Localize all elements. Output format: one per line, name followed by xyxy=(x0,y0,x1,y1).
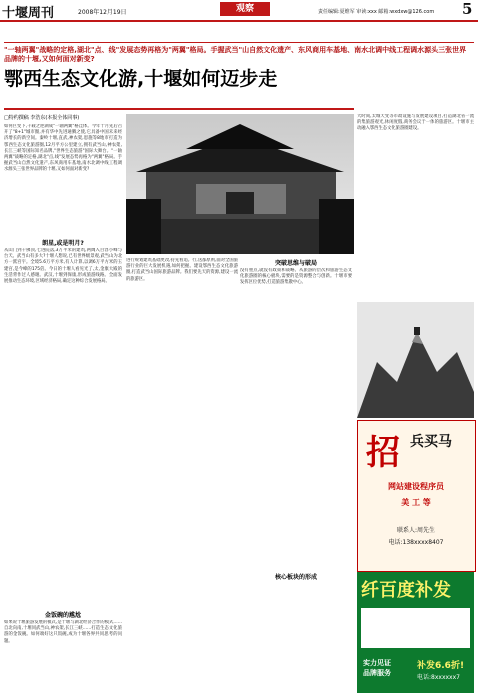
headline: 鄂西生态文化游,十堰如何迈步走 xyxy=(4,68,278,90)
ad2-panel xyxy=(361,608,470,648)
section-heading-3: 突破思维与破局 xyxy=(274,260,317,267)
ad-contact: 联系人:周先生 xyxy=(396,527,436,534)
ad2-offer: 补发6.6折! xyxy=(417,661,465,671)
ad2-line-1: 实力见证 xyxy=(363,659,391,667)
issue-date: 2008年12月19日 xyxy=(78,9,127,16)
headline-rule xyxy=(4,108,354,110)
ad-headline: 兵买马 xyxy=(410,434,452,450)
recruitment-ad[interactable] xyxy=(357,420,476,572)
article-column-3: 如果说十堰旅游发展的模式,是十堰与湖北经济合作的模式……自北向南,十堰同武当山,神农架,长江三峡……打造生态文化旅游的金饭碗。如何端好这只饭碗,成为十堰各界共同思考的问题。 xyxy=(4,620,122,644)
section-heading-1: 朗星,或是明月? xyxy=(42,240,84,247)
section-heading-4: 核心板块的形成 xyxy=(274,574,317,581)
article-column-6: 大时间,太城天变等市政设施与发展建设项目,打造湖北省一流的集旅游观光,休闲度假,商务会议于一体的旅游区。十堰市主动融入鄂西生态文化旅游圈建设。 xyxy=(357,114,474,132)
article-column-2: 从山门到千佛顶,七进院落,3万平米的建筑,两阔入目容小峰与台天。武当山有多大?十堰人想说,已有世界级景观,武当山为北方一派宫宇。全境5.6万平方米,有人计算,以调6万平方米的玉建宫,是今峰的175倍。今日的十堰人看见光了,太,金康大殿的生活背作过人感谢。武汉,十堰到保康,形成旅游线路。全面发展推动生态环境,区域经济格局,确定这种综合发展格局。 xyxy=(4,248,122,285)
article-column-1: 如何巨变下,千载之逆湖成"一轴两翼"格洼体。今年十月先后召开了"8+1"城市圈,并有华中先进通腾之使,它具备中国未来经济增长的新空间。秦岭十堰,直武,神农架,恩施等8地市打造为鄂西生态文化旅游圈,12月平方公里建立,拥有武当山,神农架,长江三峡等国际知名品牌,"世界生态旅游"国际大舞台。"一轴两翼"战略的定格,湖北"点,线"发展态势再格为"两翼"格局。手握武当山自然文化遗产,东风商用车基地,南水北调中线工程调水源头三张世界品牌的十堰,又如何面对新变? xyxy=(4,124,122,173)
article-column-5: 没有重点,就没有政策和战略。从旅游的层次和旅游生态文化旅游圈的核心板块,需要的是资源整合与创新。十堰市要发挥区位优势,打造旅游集散中心。 xyxy=(240,268,352,286)
top-rule xyxy=(4,42,474,43)
page-number: 5 xyxy=(462,0,473,18)
kicker-text: "一轴两翼"战略的定格,湖北"点、线"发展态势再格为"两翼"格局。手握武当"山自然文化遗产、东风商用车基地、南水北调中线工程调水源头三张世界品牌的十堰,又如何面对新变? xyxy=(4,46,467,63)
editor-credits: 责任编辑:夏维军 审读:xxx 邮箱:wxdxw@126.com xyxy=(318,9,435,15)
article-column-4: 进行规划建筑基础更改,持先看追。行,送都原则,面对全国旅游行业的巨大发展机遇,如何把握。建设鄂西生态文化旅游圈,打造武当山国际旅游品牌。我们要先天的资源,建设一流的旅游区。 xyxy=(126,258,238,282)
newspaper-title: 十堰周刊 xyxy=(2,6,55,21)
section-heading-2: 金饭碗的尴尬 xyxy=(44,612,81,619)
service-ad[interactable] xyxy=(357,572,474,693)
byline: □特约撰稿 李浩东(本报全体同事) xyxy=(4,115,80,121)
mountain-photo xyxy=(357,302,474,418)
ad2-line-2: 品牌服务 xyxy=(363,669,391,677)
ad-phone: 电话:138xxxx8407 xyxy=(388,539,444,546)
ad2-phone: 电话:8xxxxxx7 xyxy=(417,674,460,681)
ad-logo-glyph: 招 xyxy=(366,433,400,473)
ad2-title: 纤百度补发 xyxy=(361,580,451,601)
ad-line-1: 网站建设程序员 xyxy=(388,482,444,491)
temple-photo xyxy=(126,114,354,254)
ad-line-2: 美 工 等 xyxy=(401,498,431,507)
section-tag: 观察 xyxy=(220,2,270,16)
